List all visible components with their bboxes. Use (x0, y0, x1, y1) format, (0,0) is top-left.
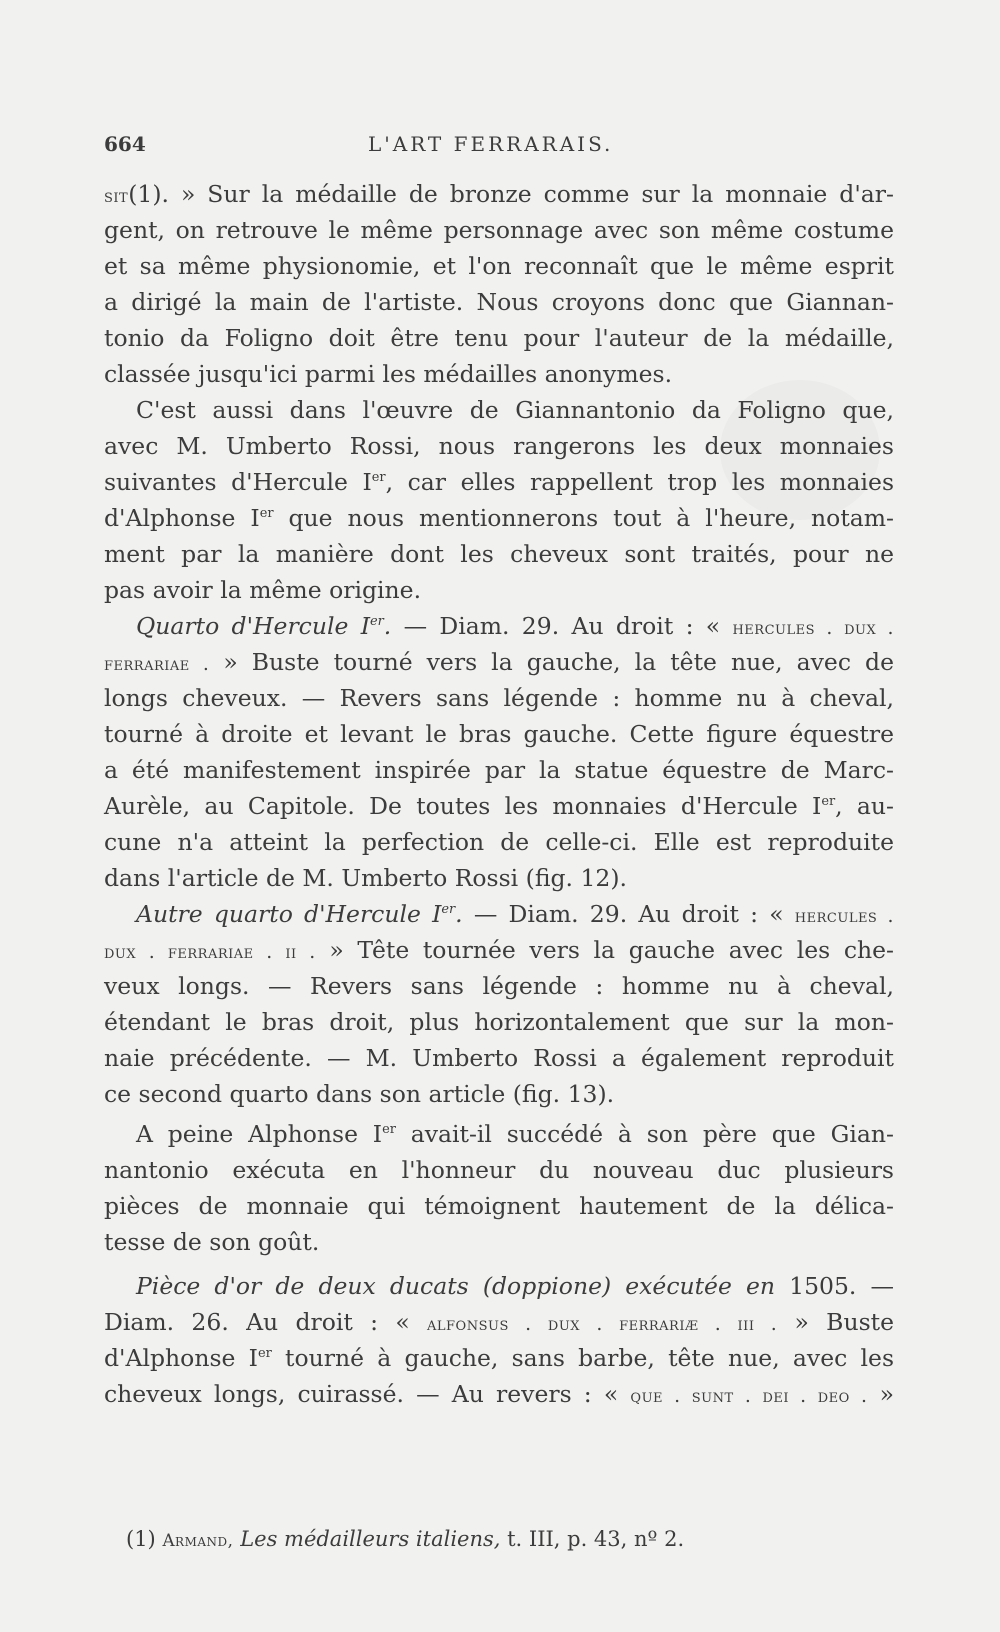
text-line: tourné à droite et levant le bras gauche. Cette figure équestre (104, 720, 894, 748)
text-line: nantonio exécuta en l'honneur du nouveau duc plusieurs (104, 1156, 894, 1184)
text-line: et sa même physionomie, et l'on reconnaît que le même esprit (104, 252, 894, 280)
text-line: pas avoir la même origine. (104, 576, 422, 604)
text-line: d'Alphonse Ier tourné à gauche, sans barbe, tête nue, avec les (104, 1344, 895, 1372)
text-line: ment par la manière dont les cheveux sont traités, pour ne (104, 540, 894, 568)
coin-entry-heading: Quarto d'Hercule Ier. — Diam. 29. Au droit : « hercules . dux . (136, 612, 894, 640)
footnote-reference: t. III, p. 43, nº 2. (500, 1527, 685, 1551)
text-line: sit(1). » Sur la médaille de bronze comme sur la monnaie d'ar- (104, 180, 894, 208)
text-line: gent, on retrouve le même personnage avec son même costume (104, 216, 894, 244)
text-line: tesse de son goût. (104, 1228, 320, 1256)
text-line: veux longs. — Revers sans légende : homme nu à cheval, (104, 972, 894, 1000)
text-line: tonio da Foligno doit être tenu pour l'auteur de la médaille, (104, 324, 894, 352)
coin-entry-heading: Pièce d'or de deux ducats (doppione) exécutée en 1505. — (136, 1272, 895, 1300)
text-line: étendant le bras droit, plus horizontalement que sur la mon- (104, 1008, 894, 1036)
text-line: cheveux longs, cuirassé. — Au revers : « que . sunt . dei . deo . » (104, 1380, 894, 1408)
paragraph-start: A peine Alphonse Ier avait-il succédé à son père que Gian- (136, 1120, 894, 1148)
text-line: suivantes d'Hercule Ier, car elles rappellent trop les monnaies (104, 468, 895, 496)
text-line: ce second quarto dans son article (fig. 13). (104, 1080, 615, 1108)
text-line: Diam. 26. Au droit : « alfonsus . dux . ferrariæ . iii . » Buste (104, 1308, 894, 1336)
text-line: Aurèle, au Capitole. De toutes les monnaies d'Hercule Ier, au- (104, 792, 894, 820)
footnote-title: Les médailleurs italiens, (240, 1527, 501, 1551)
text-line: cune n'a atteint la perfection de celle-ci. Elle est reproduite (104, 828, 894, 856)
text-line: d'Alphonse Ier que nous mentionnerons tout à l'heure, notam- (104, 504, 895, 532)
text-line: pièces de monnaie qui témoignent hautement de la délica- (104, 1192, 894, 1220)
text-line: a dirigé la main de l'artiste. Nous croyons donc que Giannan- (104, 288, 894, 316)
paragraph-start: C'est aussi dans l'œuvre de Giannantonio da Foligno que, (136, 396, 894, 424)
text-line: dans l'article de M. Umberto Rossi (fig. 12). (104, 864, 628, 892)
text-line: ferrariae . » Buste tourné vers la gauche, la tête nue, avec de (104, 648, 894, 676)
page-number: 664 (104, 132, 146, 156)
text-line: longs cheveux. — Revers sans légende : homme nu à cheval, (104, 684, 894, 712)
footnote-author: Armand, (162, 1530, 234, 1550)
footnote-number: (1) (126, 1527, 156, 1551)
text-line: classée jusqu'ici parmi les médailles anonymes. (104, 360, 673, 388)
text-line: dux . ferrariae . ii . » Tête tournée vers la gauche avec les che- (104, 936, 894, 964)
footnote (126, 1522, 746, 1556)
running-header (104, 132, 644, 162)
text-line: naie précédente. — M. Umberto Rossi a également reproduit (104, 1044, 894, 1072)
running-title: L'ART FERRARAIS. (368, 132, 614, 156)
text-line: a été manifestement inspirée par la statue équestre de Marc- (104, 756, 894, 784)
coin-entry-heading: Autre quarto d'Hercule Ier. — Diam. 29. Au droit : « hercules . (136, 900, 894, 928)
text-line: avec M. Umberto Rossi, nous rangerons les deux monnaies (104, 432, 894, 460)
